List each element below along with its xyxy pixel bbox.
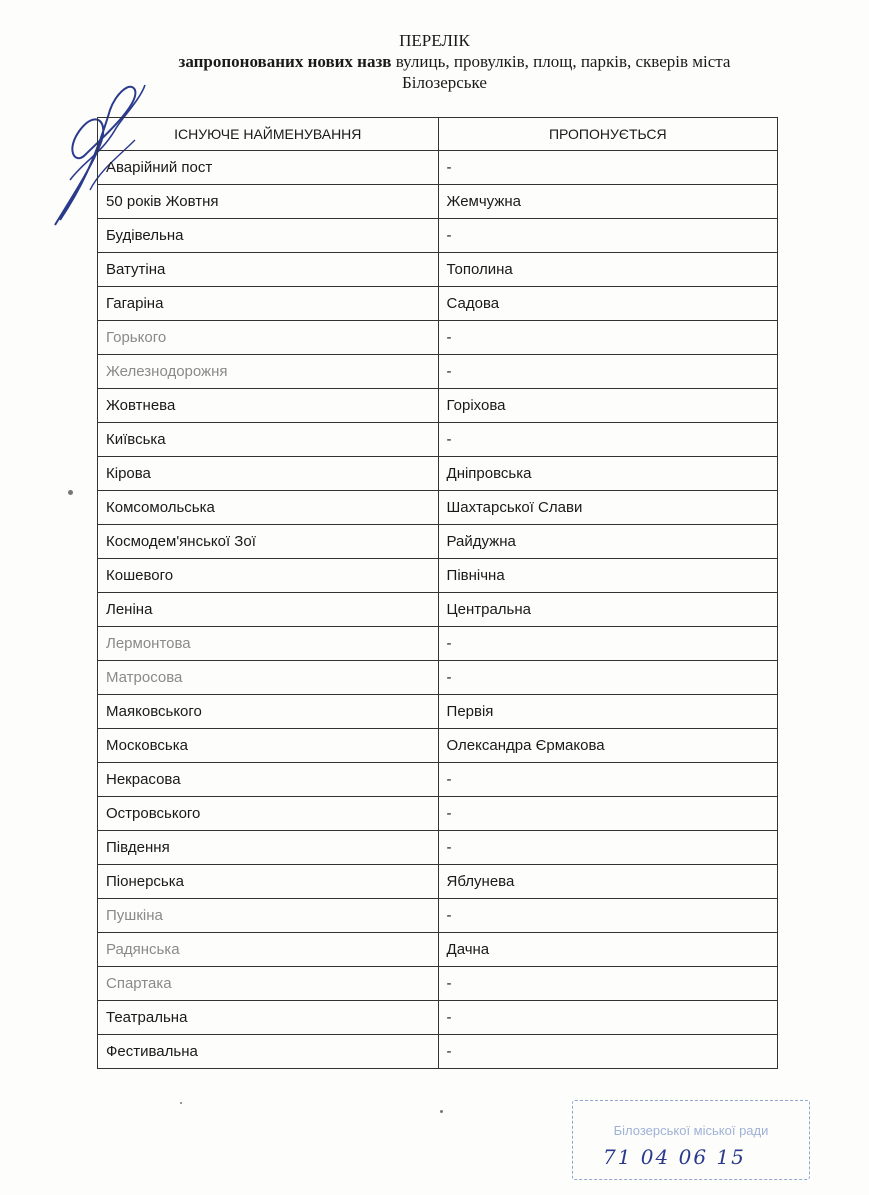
street-names-table: [97, 117, 778, 1069]
proposed-name-cell: -: [438, 423, 777, 457]
proposed-name-cell: -: [438, 355, 777, 389]
existing-name-cell: Пушкіна: [98, 899, 439, 933]
existing-name-cell: Леніна: [98, 593, 439, 627]
proposed-name-cell: Дніпровська: [438, 457, 777, 491]
table-row: [98, 695, 778, 729]
existing-name-cell: Московська: [98, 729, 439, 763]
proposed-name-cell: -: [438, 967, 777, 1001]
proposed-name-cell: Олександра Єрмакова: [438, 729, 777, 763]
existing-name-cell: Космодем'янської Зої: [98, 525, 439, 559]
existing-name-cell: Кошевого: [98, 559, 439, 593]
table-row: [98, 933, 778, 967]
proposed-name-cell: Північна: [438, 559, 777, 593]
proposed-name-cell: -: [438, 1035, 777, 1069]
existing-name-cell: Горького: [98, 321, 439, 355]
existing-name-cell: Київська: [98, 423, 439, 457]
proposed-name-cell: -: [438, 831, 777, 865]
table-row: [98, 593, 778, 627]
title-line-1: ПЕРЕЛІК: [399, 31, 470, 50]
proposed-name-cell: Центральна: [438, 593, 777, 627]
proposed-name-cell: -: [438, 797, 777, 831]
table-row: [98, 219, 778, 253]
existing-name-cell: Гагаріна: [98, 287, 439, 321]
proposed-name-cell: Первія: [438, 695, 777, 729]
title-line-3: Білозерське: [402, 73, 487, 92]
proposed-name-cell: -: [438, 661, 777, 695]
existing-name-cell: Піонерська: [98, 865, 439, 899]
existing-name-cell: Лермонтова: [98, 627, 439, 661]
table-row: [98, 185, 778, 219]
existing-name-cell: 50 років Жовтня: [98, 185, 439, 219]
table-row: [98, 899, 778, 933]
table-row: [98, 491, 778, 525]
table-header-row: [98, 118, 778, 151]
table-row: [98, 865, 778, 899]
proposed-name-cell: -: [438, 321, 777, 355]
existing-name-cell: Театральна: [98, 1001, 439, 1035]
stamp-text: Білозерської міської ради: [613, 1123, 769, 1138]
table-row: [98, 967, 778, 1001]
table-row: [98, 321, 778, 355]
existing-name-cell: Будівельна: [98, 219, 439, 253]
title-line-2: [0, 51, 869, 72]
table-row: [98, 151, 778, 185]
table-row: [98, 627, 778, 661]
stamp-date: 71 04 06 15: [603, 1145, 746, 1169]
proposed-name-cell: Яблунева: [438, 865, 777, 899]
proposed-name-cell: Тополина: [438, 253, 777, 287]
existing-name-cell: Маяковського: [98, 695, 439, 729]
proposed-name-cell: Садова: [438, 287, 777, 321]
table-row: [98, 729, 778, 763]
existing-name-cell: Некрасова: [98, 763, 439, 797]
proposed-name-cell: -: [438, 899, 777, 933]
table-row: [98, 525, 778, 559]
table-row: [98, 1035, 778, 1069]
table-row: [98, 797, 778, 831]
existing-name-cell: Спартака: [98, 967, 439, 1001]
existing-name-cell: Комсомольська: [98, 491, 439, 525]
existing-name-cell: Аварійний пост: [98, 151, 439, 185]
table-row: [98, 287, 778, 321]
existing-name-cell: Фестивальна: [98, 1035, 439, 1069]
table-row: [98, 423, 778, 457]
proposed-name-cell: Дачна: [438, 933, 777, 967]
header-proposed: ПРОПОНУЄТЬСЯ: [438, 118, 777, 151]
title-rest-part: вулиць, провулків, площ, парків, скверів міста: [391, 52, 731, 71]
table-row: [98, 389, 778, 423]
proposed-name-cell: Шахтарської Слави: [438, 491, 777, 525]
table-row: [98, 355, 778, 389]
table-row: [98, 253, 778, 287]
scan-speck: [180, 1102, 182, 1104]
table-row: [98, 763, 778, 797]
table-row: [98, 457, 778, 491]
header-existing: ІСНУЮЧЕ НАЙМЕНУВАННЯ: [98, 118, 439, 151]
title-bold-part: запропонованих нових назв: [178, 52, 392, 71]
existing-name-cell: Железнодорожня: [98, 355, 439, 389]
existing-name-cell: Ватутіна: [98, 253, 439, 287]
proposed-name-cell: -: [438, 1001, 777, 1035]
proposed-name-cell: Жемчужна: [438, 185, 777, 219]
existing-name-cell: Жовтнева: [98, 389, 439, 423]
proposed-name-cell: -: [438, 151, 777, 185]
proposed-name-cell: -: [438, 627, 777, 661]
table-row: [98, 831, 778, 865]
registration-stamp: [572, 1100, 810, 1180]
existing-name-cell: Матросова: [98, 661, 439, 695]
scan-speck: [440, 1110, 443, 1113]
proposed-name-cell: Горіхова: [438, 389, 777, 423]
scan-speck: [68, 490, 73, 495]
table-row: [98, 661, 778, 695]
existing-name-cell: Кірова: [98, 457, 439, 491]
proposed-name-cell: Райдужна: [438, 525, 777, 559]
table-row: [98, 1001, 778, 1035]
table-row: [98, 559, 778, 593]
existing-name-cell: Островського: [98, 797, 439, 831]
proposed-name-cell: -: [438, 763, 777, 797]
existing-name-cell: Радянська: [98, 933, 439, 967]
existing-name-cell: Південня: [98, 831, 439, 865]
proposed-name-cell: -: [438, 219, 777, 253]
